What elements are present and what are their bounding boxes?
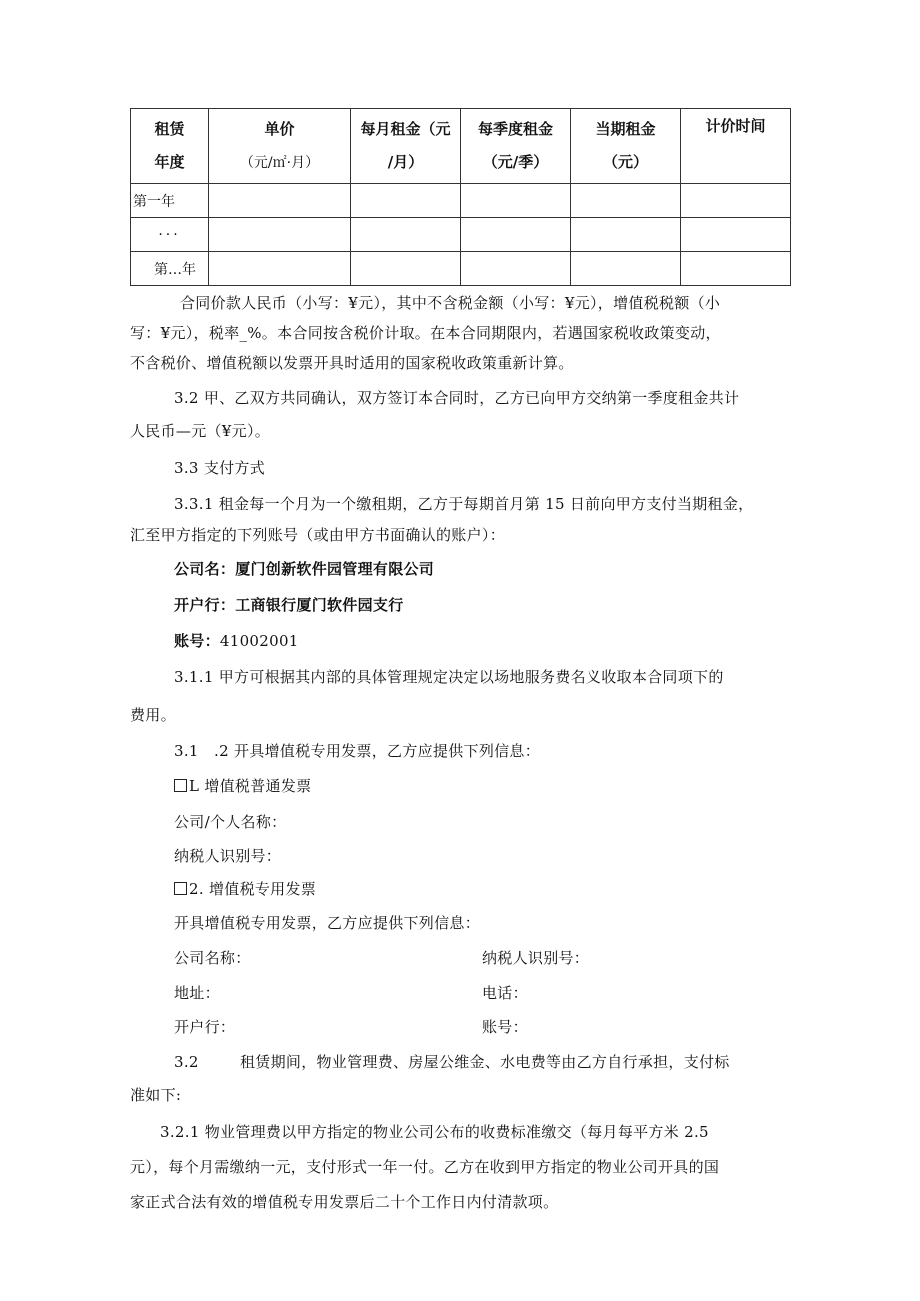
clause-3-3-1-line: 汇至甲方指定的下列账号（或由甲方书面确认的账户）：: [130, 526, 506, 544]
header-current-rent: 当期租金 （元）: [571, 109, 681, 184]
invoice-option-special[interactable]: [174, 879, 316, 899]
clause-3-1-1-line: 3.1.1 甲方可根据其内部的具体管理规定决定以场地服务费名义收取本合同项下的: [174, 668, 724, 686]
option-label: 2. 增值税专用发票: [189, 880, 317, 898]
general-company-name-label: 公司/个人名称：: [174, 813, 287, 831]
table-cell: [209, 252, 351, 286]
header-pricing-time: 计价时间: [681, 109, 791, 184]
account-value: 41002001: [219, 632, 299, 650]
header-monthly-rent: 每月租金（元 /月）: [351, 109, 461, 184]
rent-table: [130, 108, 791, 286]
row-label: 第…年: [131, 252, 209, 286]
table-cell: [351, 218, 461, 252]
checkbox-icon[interactable]: [174, 882, 187, 895]
clause-3-1-2-line: 3.1 .2 开具增值税专用发票，乙方应提供下列信息：: [174, 742, 541, 760]
table-row: [131, 184, 791, 218]
clause-3-3-1-line: 3.3.1 租金每一个月为一个缴租期，乙方于每期首月第 15 日前向甲方支付当期租金，: [174, 495, 754, 513]
header-unit-price: 单价 （元/㎡·月）: [209, 109, 351, 184]
table-row: [131, 252, 791, 286]
table-cell: [681, 252, 791, 286]
table-cell: [461, 252, 571, 286]
table-cell: [209, 218, 351, 252]
table-cell: [461, 184, 571, 218]
price-paragraph-line: 合同价款人民币（小写：¥元），其中不含税金额（小写：¥元），增值税税额（小: [180, 294, 721, 312]
field-company-name-label: 公司名称：: [174, 949, 251, 967]
table-cell: [351, 184, 461, 218]
field-taxid-label: 纳税人识别号：: [482, 949, 590, 967]
clause-3-2b-number: 3.2: [174, 1053, 199, 1071]
option-label: L 增值税普通发票: [189, 777, 312, 795]
bank-name: 开户行：工商银行厦门软件园支行: [174, 596, 404, 614]
company-name: 公司名：厦门创新软件园管理有限公司: [174, 560, 435, 578]
checkbox-icon[interactable]: [174, 779, 187, 792]
table-cell: [209, 184, 351, 218]
clause-3-1-1-line: 费用。: [130, 706, 176, 724]
table-cell: [571, 218, 681, 252]
clause-3-2-line: 人民币—元（¥元）。: [130, 422, 271, 440]
row-label: 第一年: [131, 184, 209, 218]
invoice-option-general[interactable]: [174, 776, 311, 796]
special-invoice-intro: 开具增值税专用发票，乙方应提供下列信息：: [174, 914, 481, 932]
header-lease-year: 租赁 年度: [131, 109, 209, 184]
price-paragraph-line: 不含税价、增值税额以发票开具时适用的国家税收政策重新计算。: [130, 354, 574, 372]
rent-table-header-row: [131, 109, 791, 184]
table-cell: [571, 184, 681, 218]
table-cell: [571, 252, 681, 286]
general-taxid-label: 纳税人识别号：: [174, 847, 282, 865]
price-paragraph-line: 写：¥元），税率_%。本合同按含税价计取。在本合同期限内，若遇国家税收政策变动，: [130, 324, 721, 342]
clause-3-2-1-line: 家正式合法有效的增值税专用发票后二十个工作日内付清款项。: [130, 1193, 559, 1211]
table-cell: [681, 218, 791, 252]
field-bank-label: 开户行：: [174, 1018, 236, 1036]
table-cell: [351, 252, 461, 286]
field-account-label: 账号：: [482, 1018, 528, 1036]
clause-3-2b-line: 准如下:: [130, 1086, 182, 1104]
clause-3-3-heading: 3.3 支付方式: [174, 459, 266, 477]
header-quarterly-rent: 每季度租金 （元/季）: [461, 109, 571, 184]
clause-3-2-line: 3.2 甲、乙双方共同确认，双方签订本合同时，乙方已向甲方交纳第一季度租金共计: [174, 389, 740, 407]
clause-3-2-1-line: 3.2.1 物业管理费以甲方指定的物业公司公布的收费标准缴交（每月每平方米 2.5: [160, 1123, 709, 1141]
account-number: 账号：41002001: [174, 632, 299, 650]
table-row: [131, 218, 791, 252]
table-cell: [681, 184, 791, 218]
clause-3-2b-line: 租赁期间，物业管理费、房屋公维金、水电费等由乙方自行承担，支付标: [240, 1053, 730, 1071]
clause-3-2-1-line: 元），每个月需缴纳一元，支付形式一年一付。乙方在收到甲方指定的物业公司开具的国: [130, 1158, 720, 1176]
field-address-label: 地址：: [174, 984, 220, 1002]
row-label: ···: [131, 218, 209, 252]
table-cell: [461, 218, 571, 252]
field-phone-label: 电话：: [482, 984, 528, 1002]
